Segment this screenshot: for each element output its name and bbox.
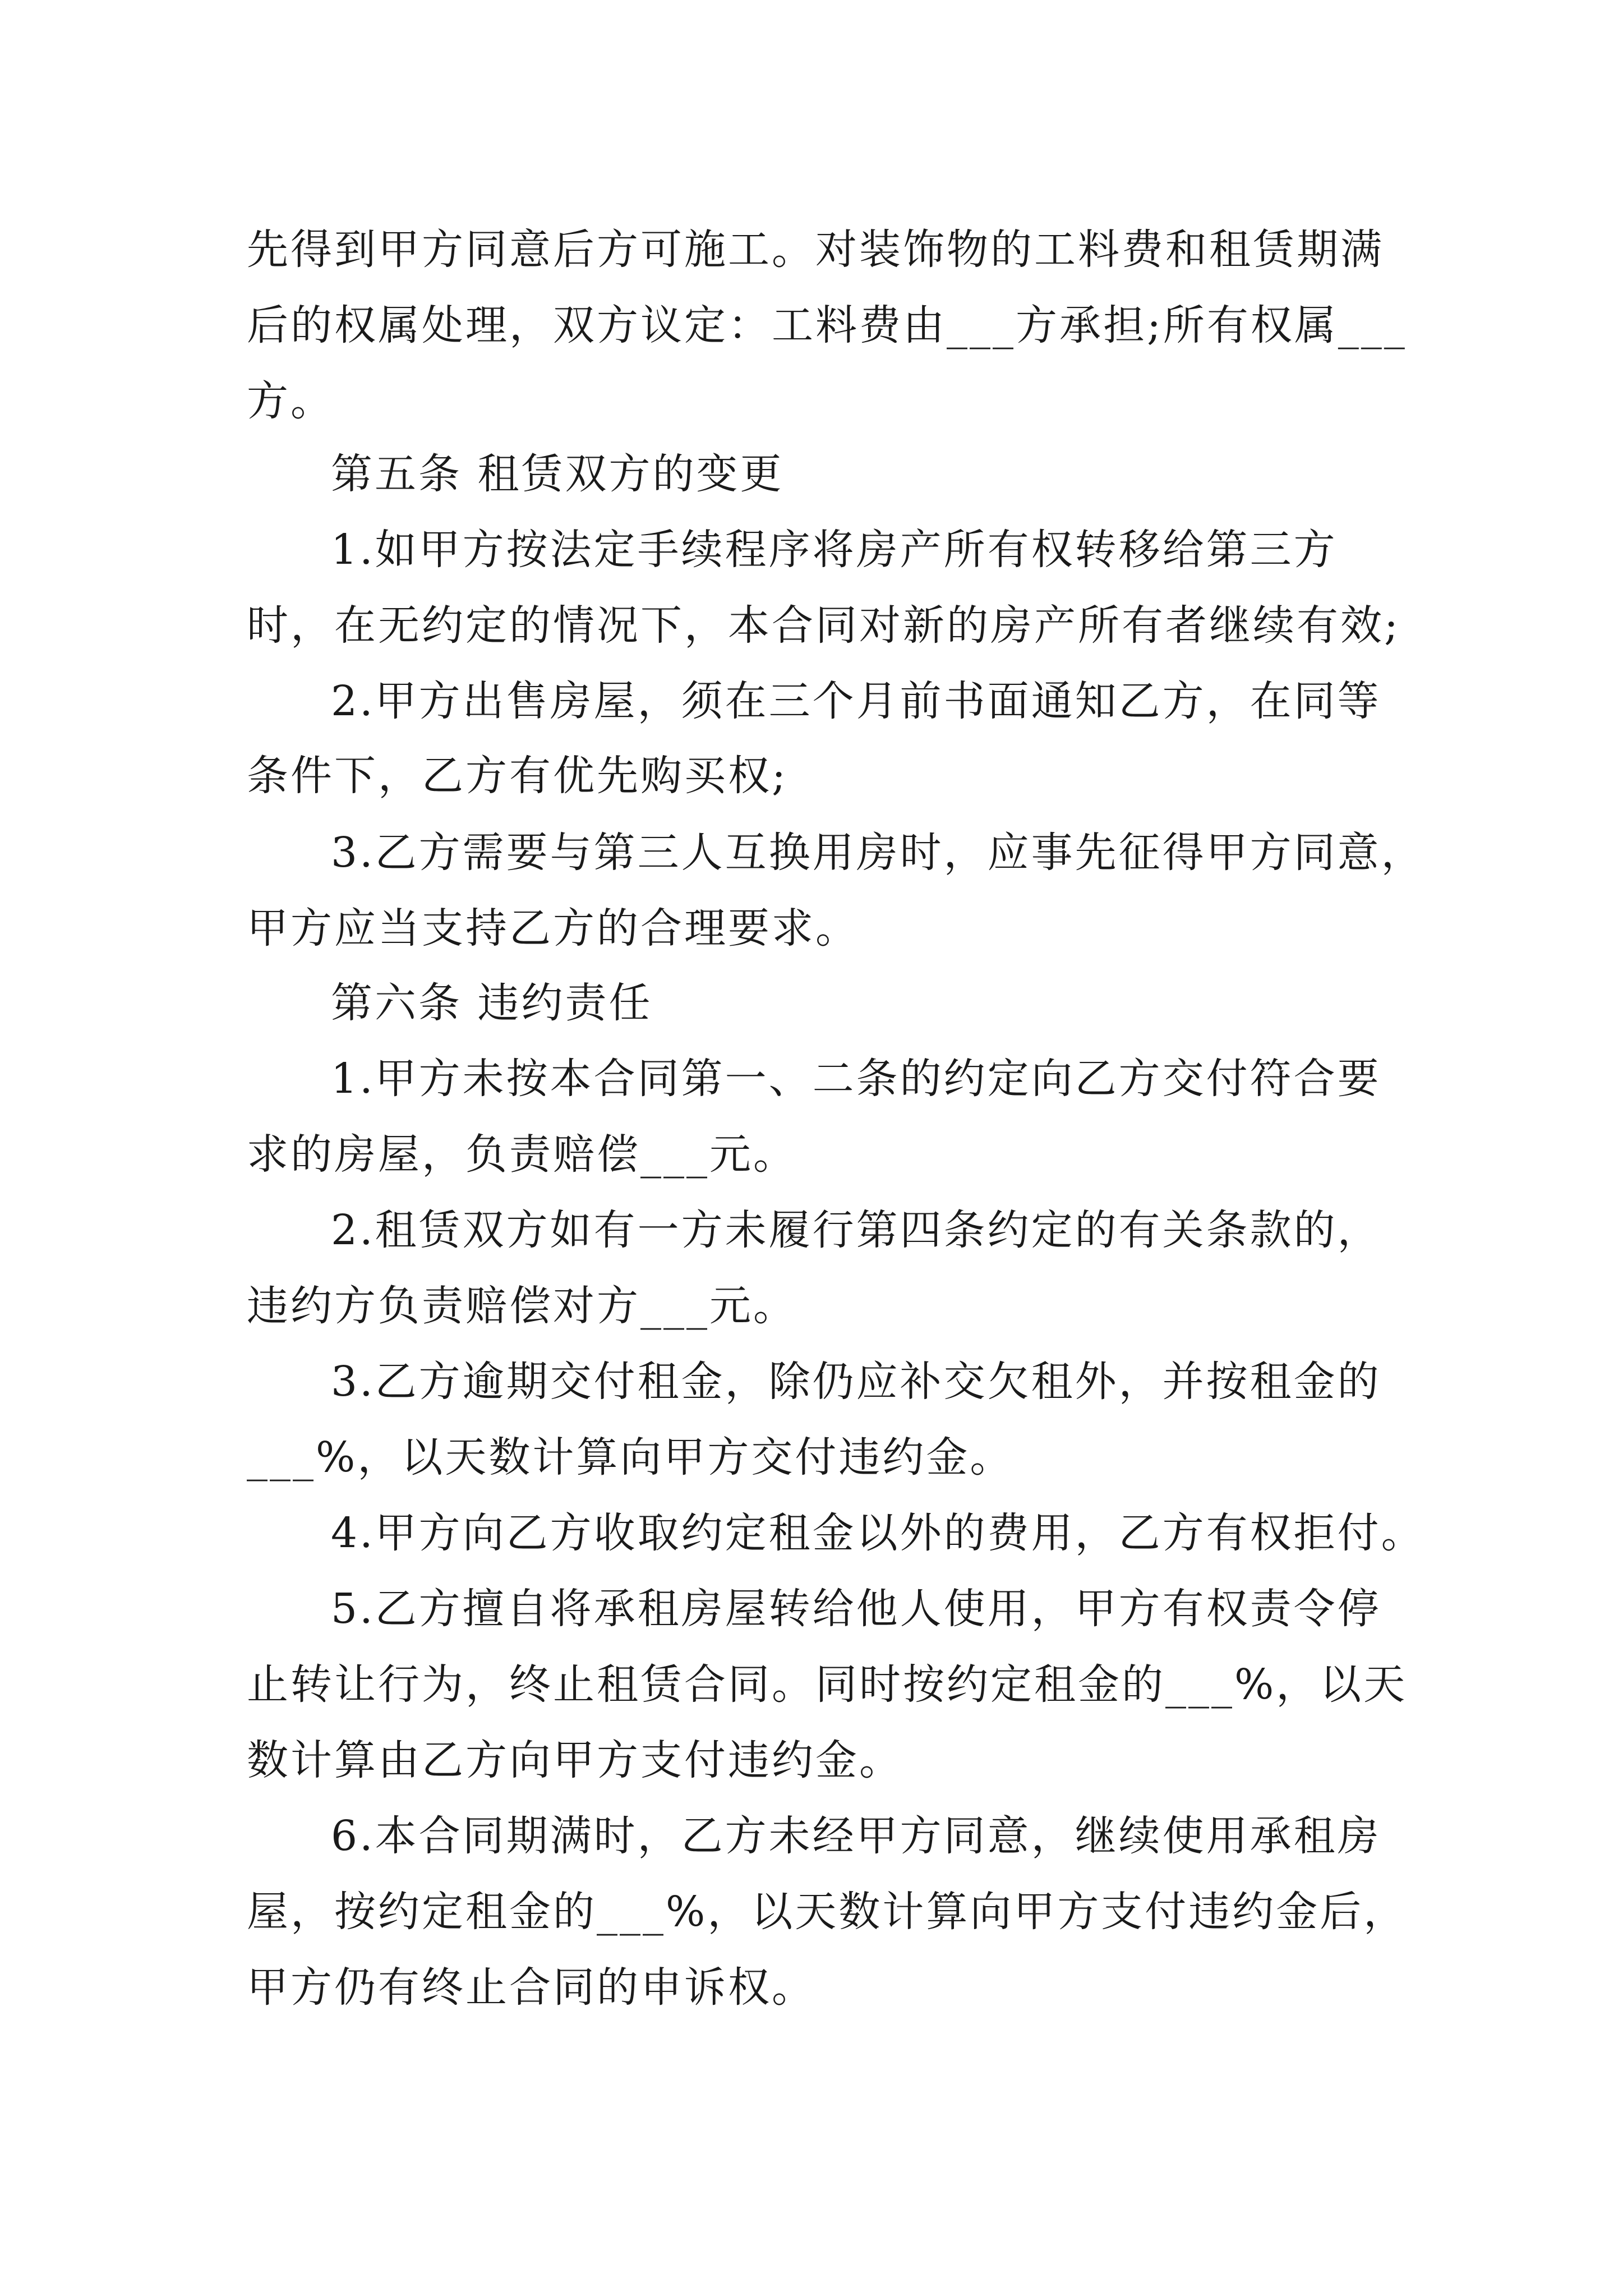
section-heading: 第五条 租赁双方的变更	[331, 450, 784, 498]
text-line: 1.甲方未按本合同第一、二条的约定向乙方交付符合要	[331, 1055, 1381, 1103]
text-line: 1.如甲方按法定手续程序将房产所有权转移给第三方	[331, 526, 1338, 574]
text-line: 3.乙方逾期交付租金，除仍应补交欠租外，并按租金的	[331, 1358, 1381, 1406]
text-line: 屋，按约定租金的___%，以天数计算向甲方支付违约金后，	[247, 1888, 1408, 1936]
text-line: 2.甲方出售房屋，须在三个月前书面通知乙方，在同等	[331, 677, 1381, 725]
text-line: 3.乙方需要与第三人互换用房时，应事先征得甲方同意，	[331, 829, 1425, 877]
text-line: 2.租赁双方如有一方未履行第四条约定的有关条款的，	[331, 1206, 1381, 1254]
text-line: 条件下，乙方有优先购买权;	[247, 752, 788, 800]
text-line: ___%，以天数计算向甲方交付违约金。	[247, 1433, 1014, 1481]
text-line: 求的房屋，负责赔偿___元。	[247, 1130, 797, 1179]
text-line: 先得到甲方同意后方可施工。对装饰物的工料费和租赁期满	[247, 226, 1384, 274]
text-line: 5.乙方擅自将承租房屋转给他人使用，甲方有权责令停	[331, 1585, 1381, 1633]
text-line: 甲方应当支持乙方的合理要求。	[247, 904, 859, 953]
text-line: 甲方仍有终止合同的申诉权。	[247, 1963, 815, 2012]
text-line: 违约方负责赔偿对方___元。	[247, 1282, 797, 1330]
text-line: 4.甲方向乙方收取约定租金以外的费用，乙方有权拒付。	[331, 1509, 1425, 1557]
text-line: 后的权属处理，双方议定：工料费由___方承担;所有权属___	[247, 301, 1407, 349]
text-line: 方。	[247, 377, 334, 425]
text-line: 止转让行为，终止租赁合同。同时按约定租金的___%，以天	[247, 1660, 1408, 1709]
text-line: 时，在无约定的情况下，本合同对新的房产所有者继续有效;	[247, 601, 1400, 650]
text-line: 6.本合同期满时，乙方未经甲方同意，继续使用承租房	[331, 1812, 1381, 1860]
text-line: 数计算由乙方向甲方支付违约金。	[247, 1736, 903, 1784]
section-heading: 第六条 违约责任	[331, 979, 653, 1027]
